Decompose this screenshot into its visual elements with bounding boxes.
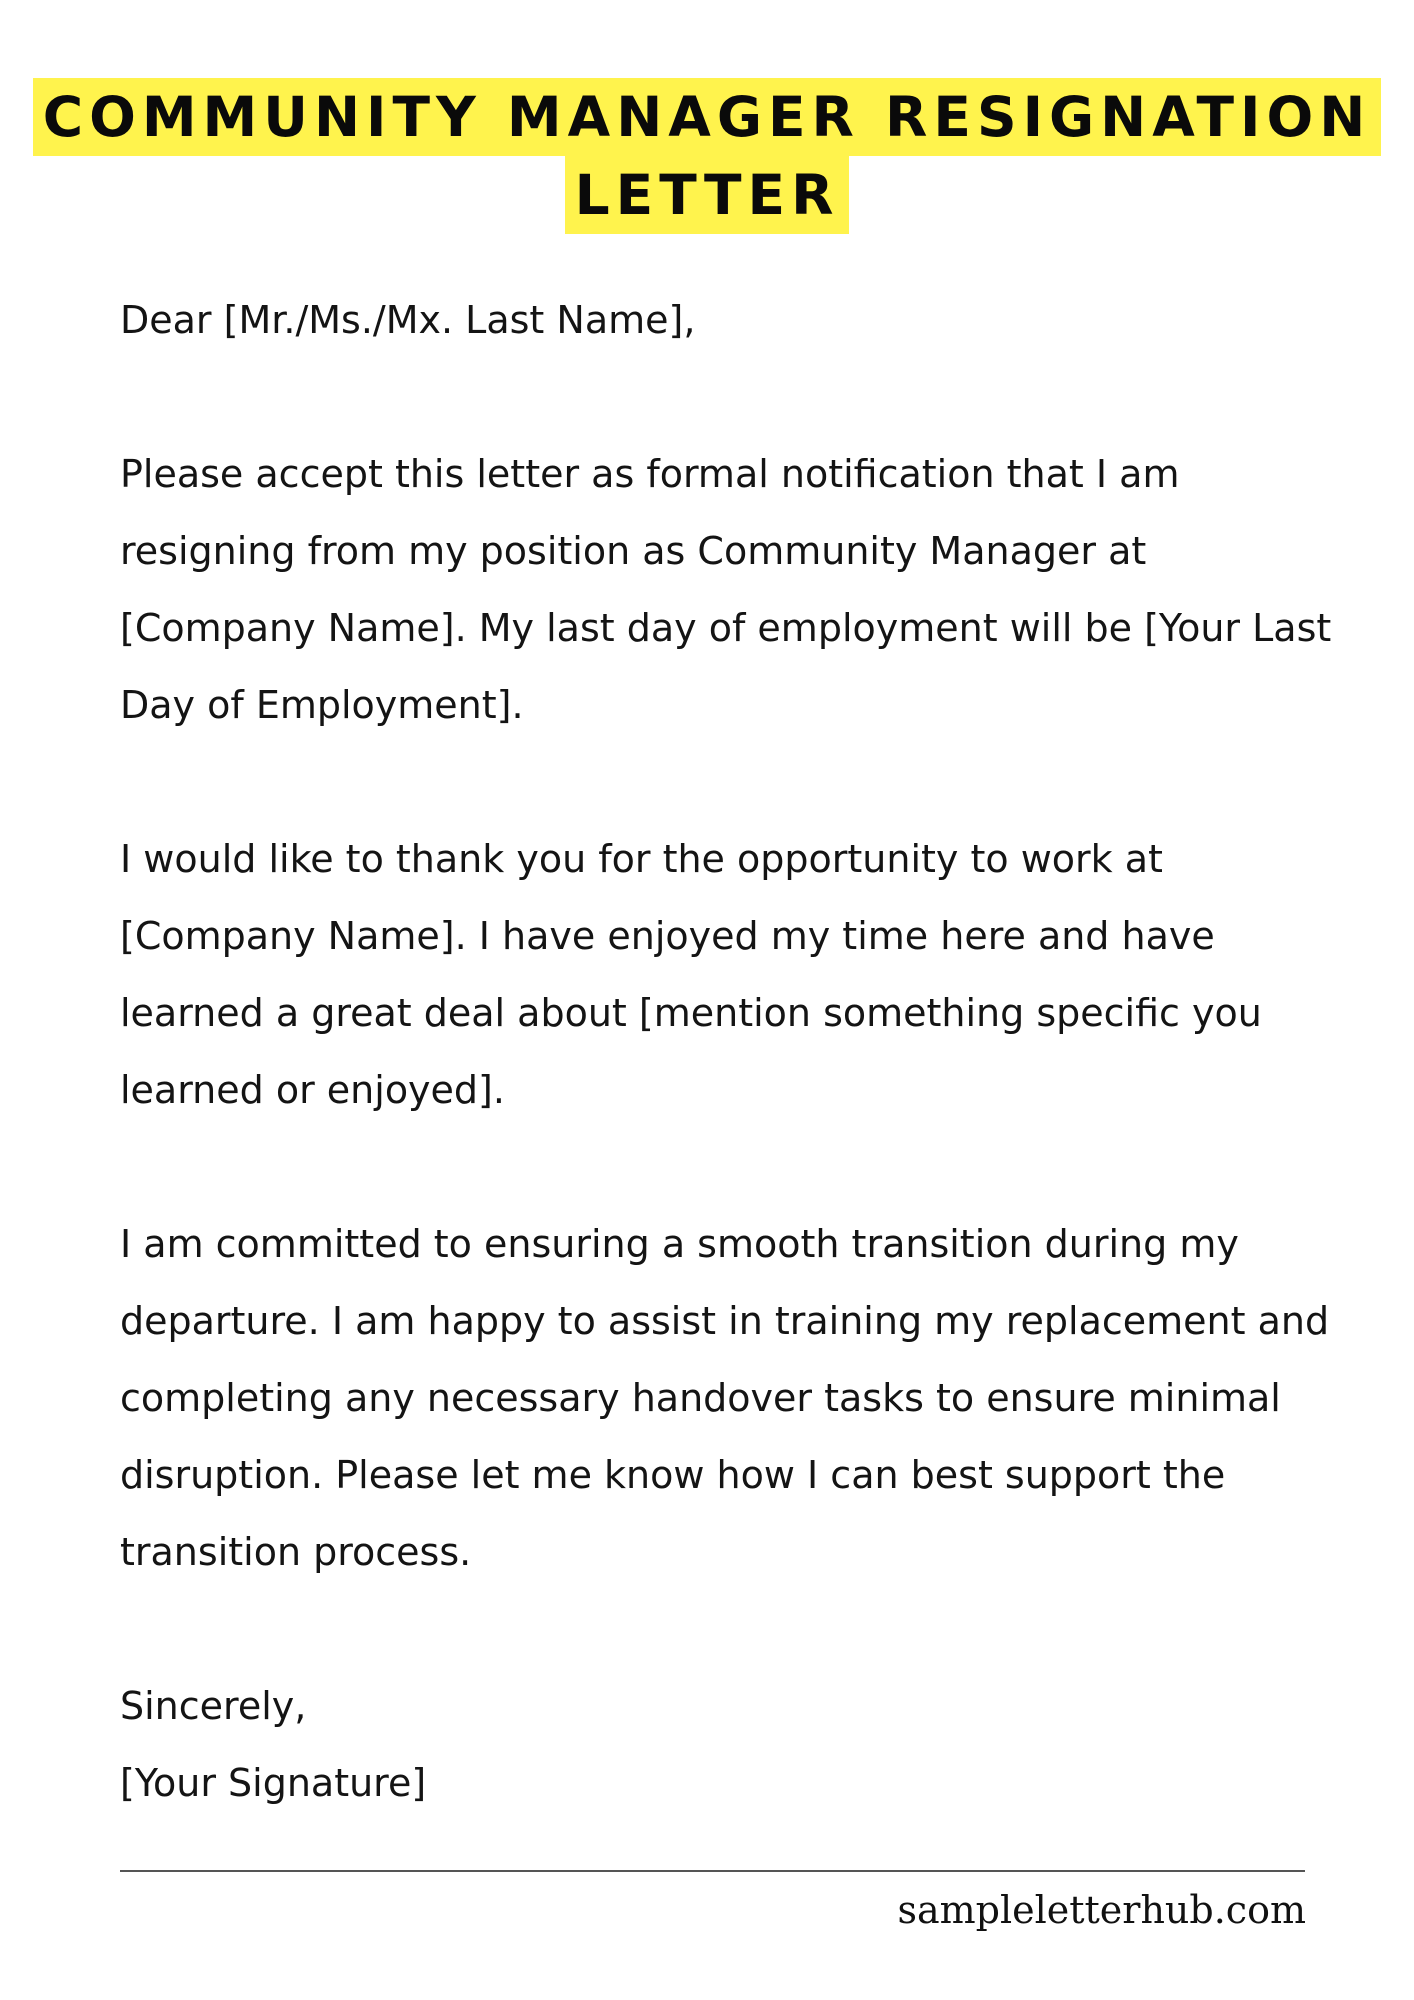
salutation: Dear [Mr./Ms./Mx. Last Name], bbox=[120, 298, 696, 342]
title-line-2: LETTER bbox=[565, 156, 850, 234]
title-line-1: COMMUNITY MANAGER RESIGNATION bbox=[33, 78, 1382, 156]
letter-body bbox=[120, 282, 1350, 1822]
document-title bbox=[0, 78, 1414, 234]
paragraph-3: I am committed to ensuring a smooth transition during my departure. I am happy to assist in training my replacement and completing any necessary handover tasks to ensure minimal disruption. Please let me know how I can best support the transition process. bbox=[120, 1222, 1330, 1574]
footer-divider bbox=[120, 1870, 1305, 1872]
paragraph-2: I would like to thank you for the opportunity to work at [Company Name]. I have enjoyed my time here and have learned a great deal about [mention something specific you learned or enjoyed]. bbox=[120, 837, 1262, 1112]
closing: Sincerely, bbox=[120, 1684, 307, 1728]
signature: [Your Signature] bbox=[120, 1761, 427, 1805]
footer-site-name: sampleletterhub.com bbox=[897, 1888, 1306, 1932]
paragraph-1: Please accept this letter as formal notification that I am resigning from my position as Community Manager at [Company Name]. My last day of employment will be [Your Last Day of Employment]. bbox=[120, 452, 1332, 727]
